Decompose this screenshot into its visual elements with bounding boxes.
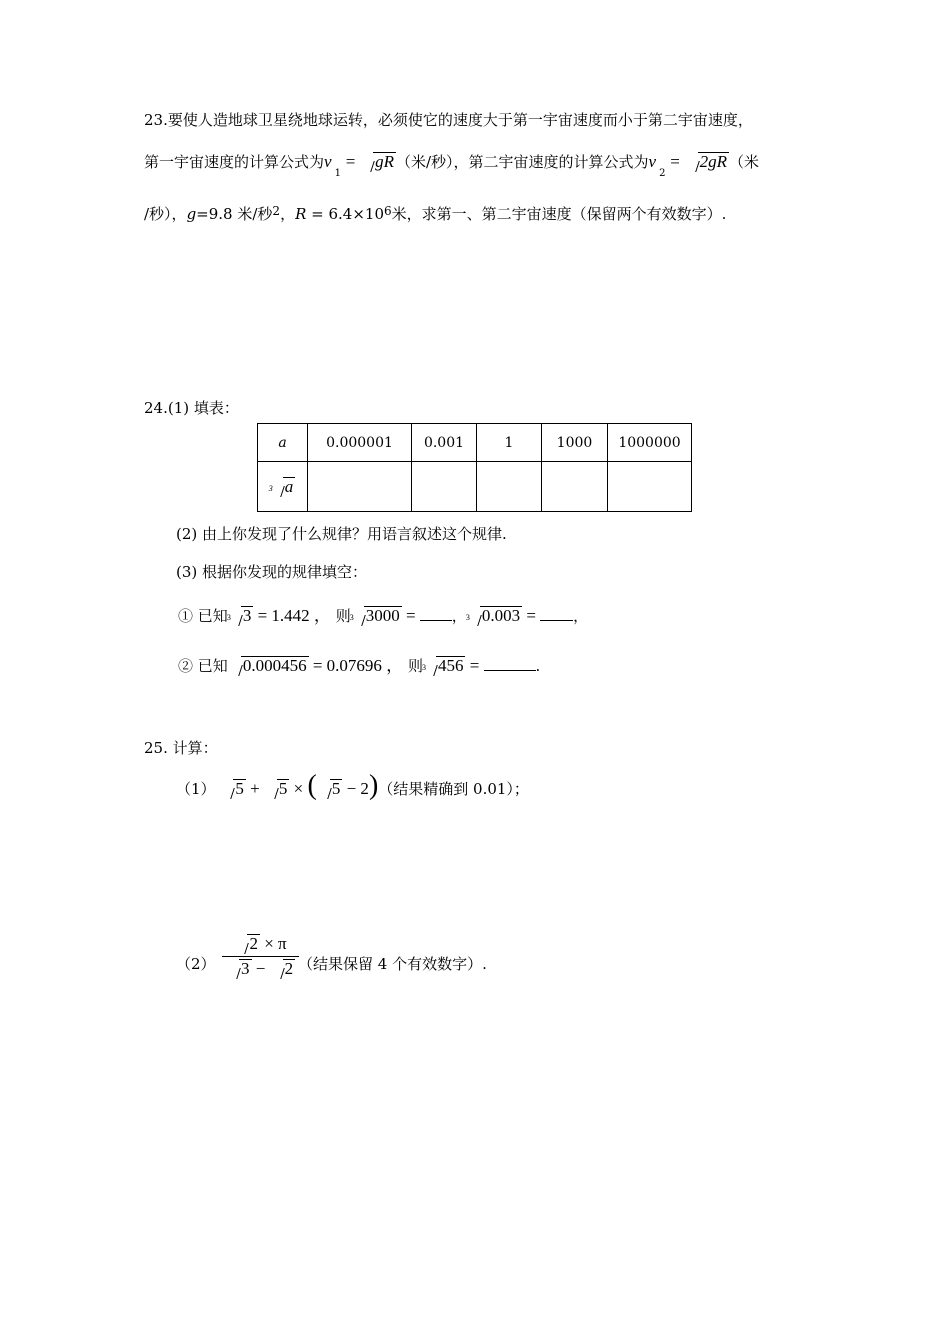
cube-root-index: 3	[268, 483, 273, 493]
q23-comma: ，	[280, 205, 296, 223]
q24-item1	[178, 604, 588, 626]
cube-root-3-radicand: 3	[242, 606, 252, 625]
q23-line3-start: /秒），	[144, 205, 187, 223]
q25-part2-label: （2）	[176, 955, 216, 973]
table-header-cube-root	[258, 462, 308, 512]
q23-line1	[144, 110, 753, 130]
q24-part2-text: (2) 由上你发现了什么规律？用语言叙述这个规律.	[176, 525, 507, 543]
item1-then: 则	[335, 607, 351, 625]
sqrt-2-den	[272, 959, 296, 979]
item2-value: = 0.07696 ，	[308, 656, 404, 675]
sqrt-gR-radicand: gR	[375, 152, 394, 171]
q24-part3-text: (3) 根据你发现的规律填空：	[176, 563, 368, 581]
table-empty-cell[interactable]	[542, 462, 608, 512]
close-paren: )	[368, 770, 379, 801]
R-symbol: R	[295, 205, 307, 223]
table-empty-cell[interactable]	[308, 462, 412, 512]
sqrt-2-radicand: 2	[284, 959, 294, 978]
q23-unit2: （米	[729, 153, 760, 171]
v2-symbol: v	[648, 152, 657, 171]
table-cell: 1000	[542, 424, 608, 462]
sqrt-5-c	[319, 779, 343, 799]
v2-equals: =	[670, 152, 680, 171]
table-row	[258, 424, 692, 462]
sqrt-2-radicand: 2	[249, 934, 258, 953]
cube-root-3000-radicand: 3000	[365, 606, 400, 625]
g-value: =9.8 米/秒	[196, 205, 273, 223]
q24-heading-text: 24.(1) 填表：	[144, 399, 239, 417]
cube-root-3	[226, 606, 254, 626]
cube-root-0003	[465, 606, 522, 626]
sqrt-3-den	[228, 959, 252, 979]
fraction-numerator	[222, 934, 299, 956]
open-paren: (	[307, 770, 317, 801]
q25-part2-note-wrap	[298, 954, 487, 974]
times-sign: ×	[289, 779, 308, 798]
q24-item2	[178, 654, 540, 676]
sqrt-5-radicand: 5	[235, 779, 244, 798]
item1-marker: ①	[178, 607, 194, 625]
q25-part1-label: （1）	[176, 780, 216, 798]
R-value: = 6.4×10	[306, 205, 384, 223]
cube-root-index: 3	[465, 613, 470, 622]
q25-heading	[144, 738, 218, 758]
sqrt-5-b	[266, 779, 290, 799]
q24-part2	[176, 524, 507, 544]
answer-blank-3[interactable]	[484, 654, 536, 671]
times-pi: × π	[259, 934, 287, 953]
v1-equals: =	[345, 152, 356, 171]
cube-root-3000	[349, 606, 402, 626]
sqrt-2gR	[687, 152, 729, 172]
minus-two: − 2	[342, 779, 369, 798]
item1-equals-1: =	[401, 606, 420, 625]
v1-symbol: v	[324, 152, 332, 171]
answer-blank-2[interactable]	[540, 604, 573, 621]
table-empty-cell[interactable]	[477, 462, 542, 512]
q25-part2-note: （结果保留 4 个有效数字）.	[298, 955, 487, 973]
q23-line2-text: 第一宇宙速度的计算公式为	[144, 153, 325, 171]
cube-root-table	[257, 423, 692, 512]
sqrt-0000456	[230, 656, 309, 676]
item1-sep: ，	[451, 607, 467, 625]
q23-line3-end: 米，求第一、第二宇宙速度（保留两个有效数字）.	[391, 205, 727, 223]
cube-root-0003-radicand: 0.003	[481, 606, 521, 625]
table-cell: 1	[477, 424, 542, 462]
item1-known: 已知	[197, 607, 228, 625]
cube-root-radicand: a	[284, 476, 294, 496]
sqrt-gR	[362, 152, 396, 172]
q23-line2	[144, 152, 760, 179]
item2-then: 则	[407, 657, 423, 675]
cube-root-456-radicand: 456	[437, 656, 464, 675]
sqrt-5-radicand: 5	[278, 779, 288, 798]
R-exponent: 6	[384, 204, 392, 218]
item2-known: 已知	[197, 657, 228, 675]
v1-subscript: 1	[334, 168, 341, 179]
cube-root-a	[268, 476, 296, 497]
sqrt-5-radicand: 5	[331, 779, 341, 798]
g-symbol: g	[186, 205, 197, 223]
table-empty-cell[interactable]	[412, 462, 477, 512]
item1-value: = 1.442 ，	[253, 606, 331, 625]
q25-part1-note: （结果精确到 0.01）；	[378, 780, 529, 798]
q25-heading-text: 25. 计算：	[144, 739, 218, 757]
q24-part3	[176, 562, 367, 582]
cube-root-index: 3	[226, 613, 231, 622]
item2-equals: =	[465, 656, 484, 675]
fraction	[222, 934, 299, 979]
item1-equals-2: =	[522, 606, 541, 625]
cube-root-index: 3	[421, 663, 426, 672]
q23-unit1: （米/秒），第二宇宙速度的计算公式为	[395, 153, 649, 171]
item2-marker: ②	[178, 657, 194, 675]
plus-sign: +	[245, 779, 264, 798]
v2-subscript: 2	[659, 168, 666, 179]
cube-root-456	[421, 656, 466, 676]
den-minus: −	[251, 959, 270, 978]
table-header-a: a	[258, 424, 308, 462]
sqrt-2-num	[236, 934, 260, 954]
sqrt-5-a	[222, 779, 246, 799]
table-empty-cell[interactable]	[608, 462, 692, 512]
sqrt-0000456-radicand: 0.000456	[242, 656, 307, 675]
table-cell: 0.000001	[308, 424, 412, 462]
q24-heading	[144, 398, 239, 418]
cube-root-index: 3	[349, 613, 354, 622]
fraction-denominator	[222, 957, 299, 979]
sqrt-3-radicand: 3	[241, 959, 250, 978]
table-cell: 0.001	[412, 424, 477, 462]
g-exponent: 2	[272, 204, 281, 218]
item2-end: .	[535, 657, 541, 675]
item1-end: ，	[573, 607, 589, 625]
q25-part2-label-wrap	[176, 954, 216, 974]
sqrt-2gR-radicand: 2gR	[699, 152, 728, 171]
table-cell: 1000000	[608, 424, 692, 462]
table-row	[258, 462, 692, 512]
q25-part1	[176, 770, 529, 801]
q23-line1-text: 23.要使人造地球卫星绕地球运转，必须使它的速度大于第一宇宙速度而小于第二宇宙速度，	[144, 111, 753, 129]
q23-line3	[144, 204, 726, 225]
answer-blank-1[interactable]	[420, 604, 452, 621]
